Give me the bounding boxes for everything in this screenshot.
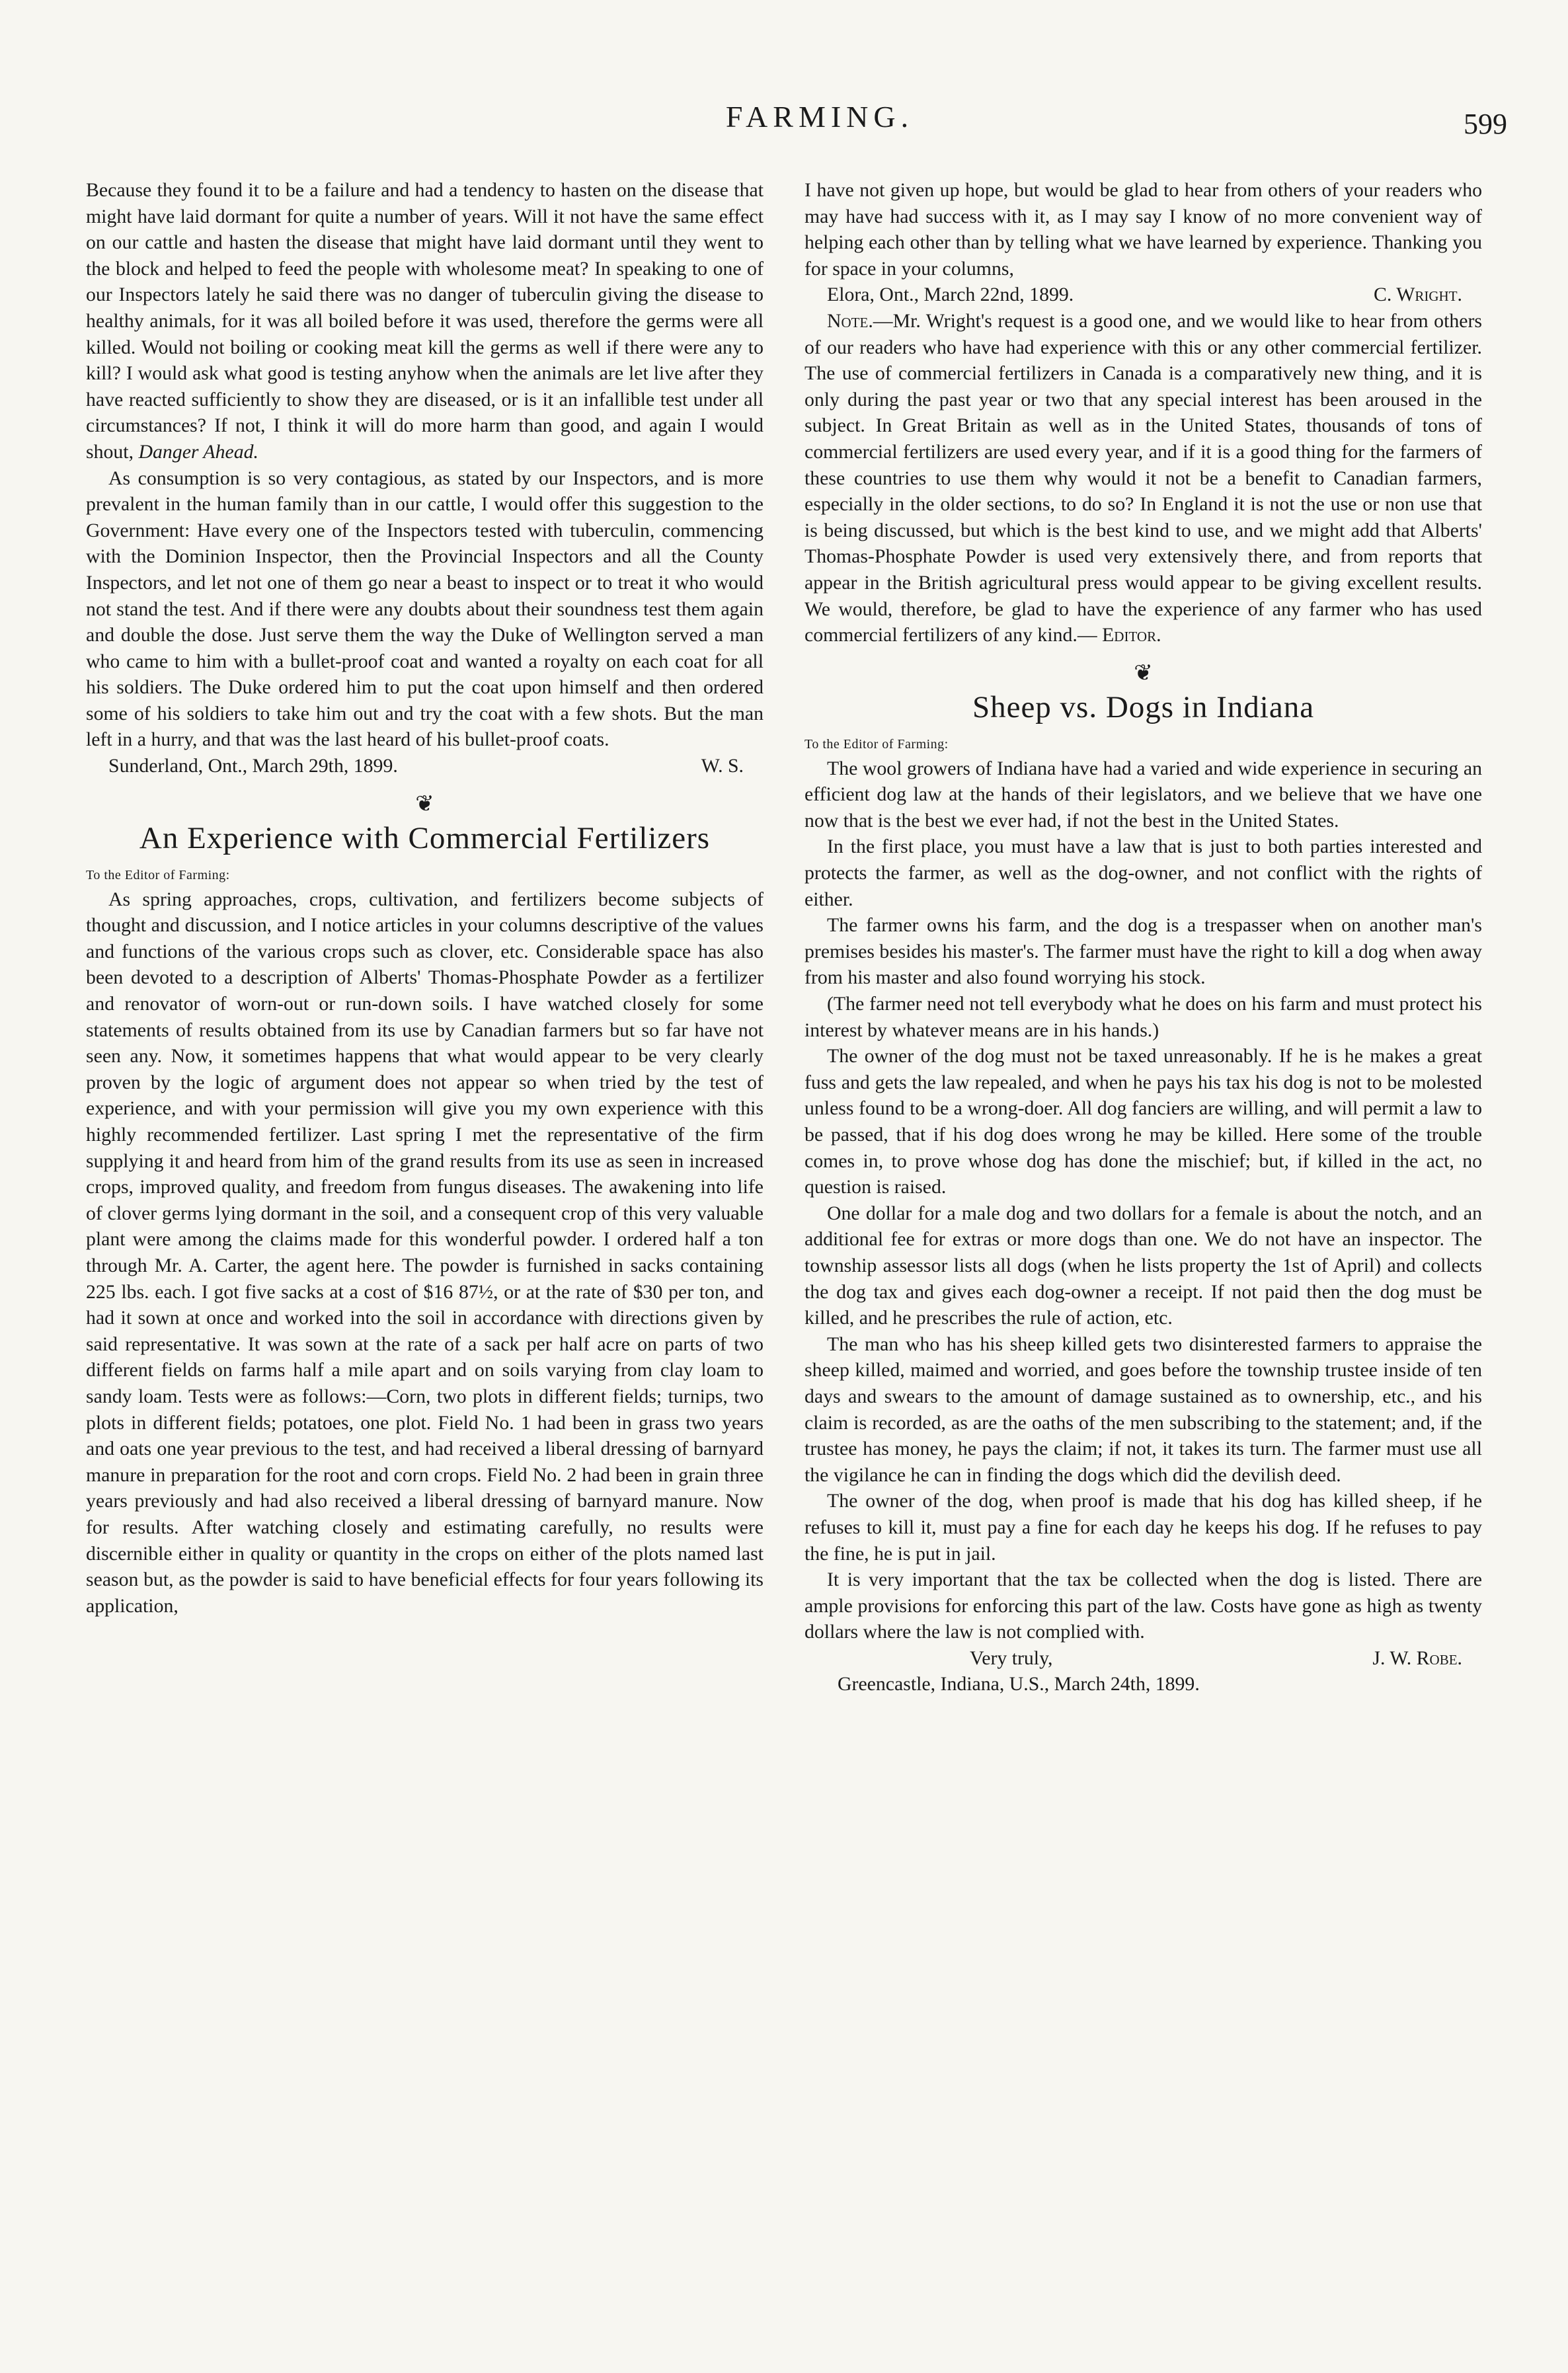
continued-paragraph bbox=[86, 177, 764, 465]
article-paragraph: One dollar for a male dog and two dollars for a female is about the notch, and an additional fee for extras or more dogs than one. We do not have an inspector. The township assessor lists all dogs (when he lists property the 1st of April) and collects the dog tax and gives each dog-owner a receipt. If not paid then the dog must be killed, and he prescribes the rule of action, etc. bbox=[804, 1202, 1482, 1329]
closing-salutation: Very truly, bbox=[970, 1647, 1053, 1669]
danger-ahead-text: Danger Ahead. bbox=[138, 440, 259, 463]
article-title-sheep-dogs: Sheep vs. Dogs in Indiana bbox=[972, 689, 1315, 724]
closing-place: Greencastle, Indiana, U.S., March 24th, 1899. bbox=[838, 1673, 1200, 1695]
article-paragraph: The owner of the dog, when proof is made that his dog has killed sheep, if he refuses to kill it, must pay a fine for each day he keeps his dog. If he refuses to pay the fine, he is put in jail. bbox=[804, 1490, 1482, 1565]
right-column bbox=[804, 177, 1482, 2345]
continued-paragraph-text: Because they found it to be a failure and had a tendency to hasten on the disease that might have laid dormant for quite a number of years. Will it not have the same effect on our cattle and hasten the disease that might have laid dormant until they went to the block and helped to feed the people with wholesome meat? In speaking to one of our Inspectors lately he said there was no danger of tuberculin giving the disease to healthy animals, for it was all boiled before it was used, therefore the germs were all killed. Would not boiling or cooking meat kill the germs as well if there were any to kill? I would ask what good is testing anyhow when the animals are let live after they have reacted sufficiently to show they are diseased, or is it an infallible test under all circumstances? If not, I think it will do more harm than good, and again I would shout, bbox=[86, 179, 764, 463]
article-paragraph: It is very important that the tax be collected when the dog is listed. There are ample provisions for enforcing this part of the law. Costs have gone as high as twenty dollars where the law is not complied with. bbox=[804, 1569, 1482, 1643]
signature-name: W. S. bbox=[701, 755, 744, 777]
to-editor-line: To the Editor of Farming: bbox=[86, 867, 230, 882]
note-signoff: Editor. bbox=[1102, 624, 1161, 646]
signature-name: C. Wright. bbox=[1374, 284, 1462, 306]
article-paragraph: The man who has his sheep killed gets two disinterested farmers to appraise the sheep killed, maimed and worried, and goes before the township trustee inside of ten days and swears to the amount of damage sustained as to ownership, etc., and his claim is recorded, as are the oaths of the men subscribing to the statement; and, if the trustee has money, he pays the claim; if not, it takes its turn. The farmer must use all the vigilance he can in finding the dogs which did the devilish deed. bbox=[804, 1333, 1482, 1486]
article-paragraph: The farmer owns his farm, and the dog is a trespasser when on another man's premises besides his master's. The farmer must have the right to kill a dog when away from his master and also found worrying his stock. bbox=[804, 914, 1482, 989]
signature-place: Elora, Ont., March 22nd, 1899. bbox=[827, 284, 1074, 306]
article-paragraph: The owner of the dog must not be taxed unreasonably. If he is he makes a great fuss and gets the law repealed, and when he pays his tax his dog is not to be molested unless found to be a wrong-doer. All dog fanciers are willing, and will permit a law to be passed, that if his dog does wrong he may be killed. Here some of the trouble comes in, to prove whose dog has done the mischief; but, if killed in the act, no question is raised. bbox=[804, 1045, 1482, 1198]
note-label: Note. bbox=[827, 309, 873, 332]
article-title-fertilizers: An Experience with Commercial Fertilizers bbox=[139, 820, 711, 855]
article-paragraph: The wool growers of Indiana have had a varied and wide experience in securing an efficient dog law at the hands of their legislators, and we believe that we have one now that is the best we ever had, if not the best in the United States. bbox=[804, 757, 1482, 832]
fertilizers-article-body: As spring approaches, crops, cultivation, and fertilizers become subjects of thought and discussion, and I notice articles in your columns descriptive of the values and functions of the various crops such as clover, etc. Considerable space has also been devoted to a description of Alberts' Thomas-Phosphate Powder as a fertilizer and renovator of worn-out or run-down soils. I have watched closely for some statements of results obtained from its use by Canadian farmers but so far have not seen any. Now, it sometimes happens that what would appear to be very clearly proven by the logic of argument does not appear so when tried by the test of experience, and with your permission will give you my own experience with this highly recommended fertilizer. Last spring I met the representative of the firm supplying it and heard from him of the grand results from its use as seen in increased crops, improved quality, and freedom from fungus diseases. The awakening into life of clover germs lying dormant in the soil, and a consequent crop of this very valuable plant were among the claims made for this wonderful powder. I ordered half a ton through Mr. A. Carter, the agent here. The powder is furnished in sacks containing 225 lbs. each. I got five sacks at a cost of $16 87½, or at the rate of $30 per ton, and had it sown at once and worked into the soil in accordance with directions given by said representative. It was sown at the rate of a sack per half acre on parts of two different fields on farms half a mile apart and on soils varying from clay loam to sandy loam. Tests were as follows:—Corn, two plots in different fields; turnips, two plots in different fields; potatoes, one plot. Field No. 1 had been in grass two years and oats one year previous to the test, and had received a liberal dressing of barnyard manure in preparation for the root and corn crops. Field No. 2 had been in grain three years previously and had also received a liberal dressing of barnyard manure. Now for results. After watching closely and estimating carefully, no results were discernible either in quality or quantity in the crops on either of the plots named last season but, as the powder is said to have beneficial effects for four years following its application, bbox=[86, 888, 764, 1617]
closing-signature bbox=[804, 1645, 1482, 1672]
signature-place: Sunderland, Ont., March 29th, 1899. bbox=[108, 755, 398, 777]
ornament-icon: ❦ bbox=[1134, 660, 1153, 685]
to-editor-line: To the Editor of Farming: bbox=[804, 736, 949, 752]
article-paragraph: In the first place, you must have a law that is just to both parties interested and protects the farmer, as well as the dog-owner, and not conflict with the rights of either. bbox=[804, 836, 1482, 910]
closing-name: J. W. Robe. bbox=[1372, 1647, 1462, 1669]
running-title: FARMING. bbox=[725, 100, 914, 134]
signature-ws bbox=[86, 753, 764, 779]
page-number: 599 bbox=[1464, 108, 1507, 140]
continued-paragraph-right: I have not given up hope, but would be glad to hear from others of your readers who may have had success with it, as I may say I know of no more convenient way of helping each other than by telling what we have learned by experience. Thanking you for space in your columns, bbox=[804, 179, 1482, 280]
signature-wright bbox=[804, 282, 1482, 308]
ornament-icon: ❦ bbox=[415, 791, 434, 816]
consumption-paragraph: As consumption is so very contagious, as stated by our Inspectors, and is more prevalent in the human family than in our cattle, I would offer this suggestion to the Government: Have every one of the Inspectors tested with tuberculin, commencing with the Dominion Inspector, then the Provincial Inspectors and all the County Inspectors, and let not one of them go near a beast to inspect or to treat it who would not stand the test. And if there were any doubts about their soundness test them again and double the dose. Just serve them the way the Duke of Wellington served a man who came to him with a bullet-proof coat and wanted a royalty on each coat for all his soldiers. The Duke ordered him to put the coat upon himself and then ordered some of his soldiers to take him out and try the coat with a few shots. But the man left in a hurry, and that was the last heard of his bullet-proof coats. bbox=[86, 467, 764, 751]
editor-note bbox=[804, 308, 1482, 648]
note-body: —Mr. Wright's request is a good one, and we would like to hear from others of our readers who have had experience with this or any other commercial fertilizer. The use of commercial fertilizers in Canada is a comparatively new thing, and it is only during the past year or two that any special interest has been aroused in the subject. In Great Britain as well as in the United States, thousands of tons of commercial fertilizers are used every year, and if it is a good thing for the farmers of these countries to use them why would it not be a benefit to Canadian farmers, especially in the older sections, to do so? In England it is not the use or non use that is being discussed, but which is the best kind to use, and we might add that Alberts' Thomas-Phosphate Powder is used very extensively there, and from reports that appear in the British agricultural press would appear to be giving excellent results. We would, therefore, be glad to have the experience of any farmer who has used commercial fertilizers of any kind.— bbox=[804, 309, 1482, 646]
left-column bbox=[86, 177, 764, 2345]
article-paragraph: (The farmer need not tell everybody what he does on his farm and must protect his interest by whatever means are in his hands.) bbox=[804, 993, 1482, 1041]
